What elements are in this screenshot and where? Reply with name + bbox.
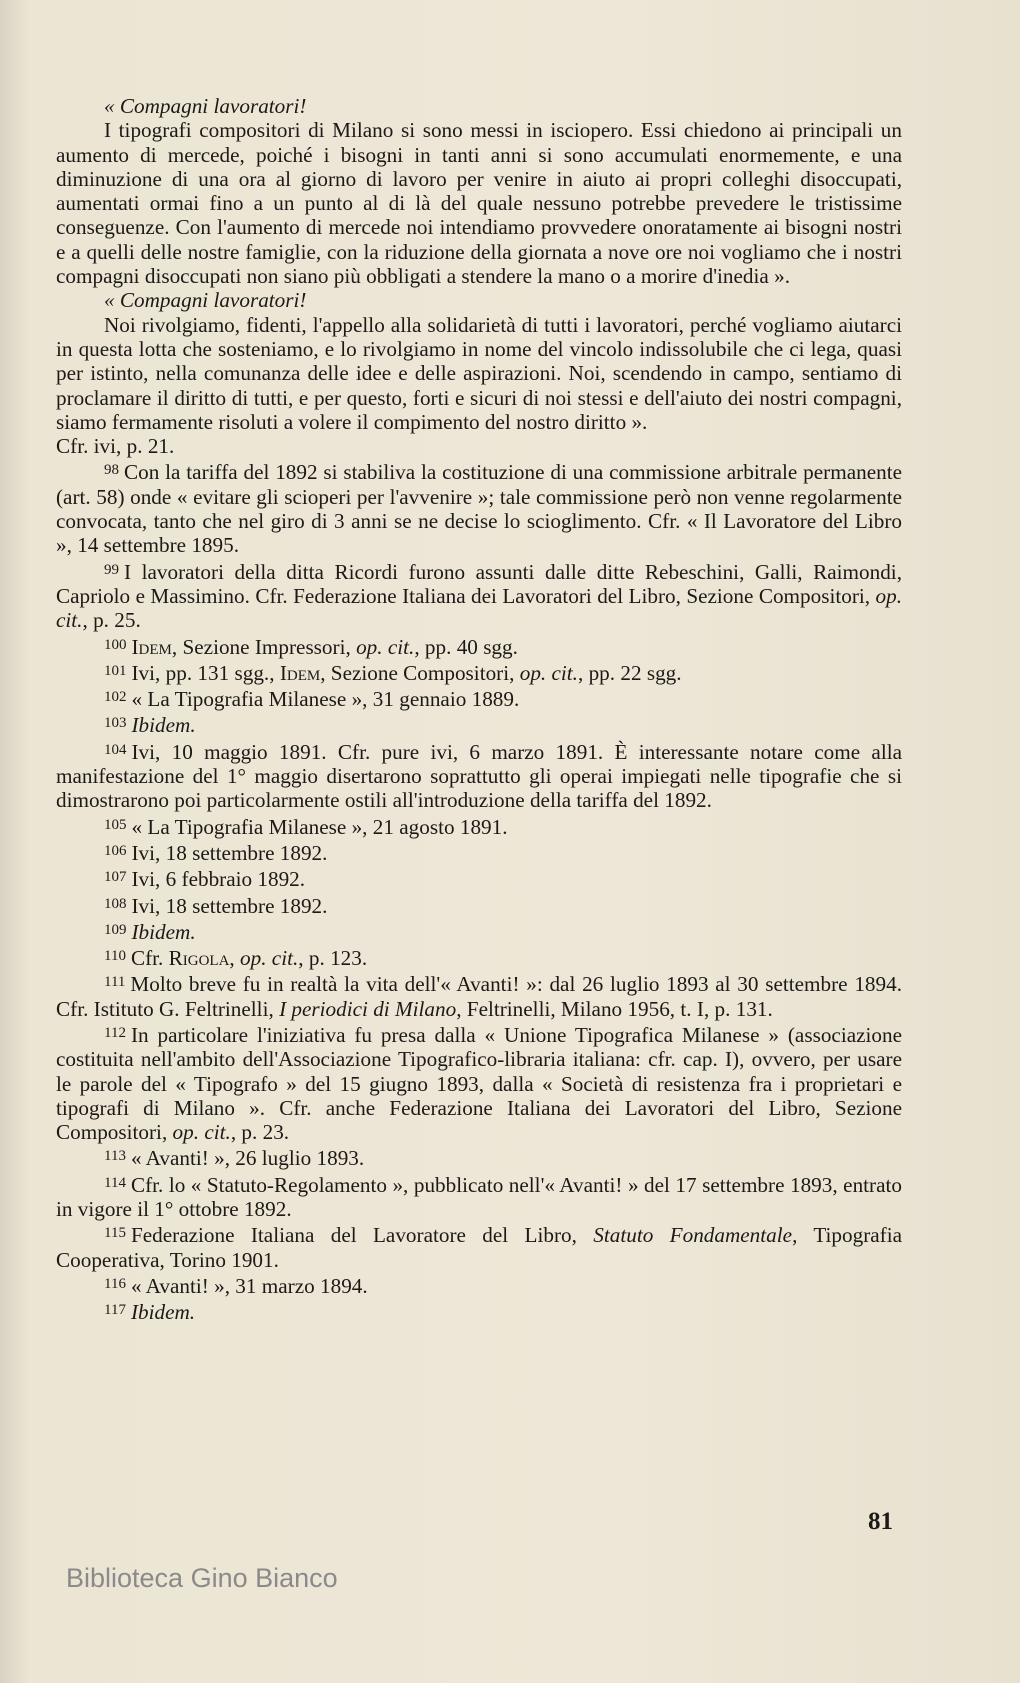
quote-citation: Cfr. ivi, p. 21.	[56, 434, 175, 459]
footnote-108: $^{108}$ Ivi, 18 settembre 1892.	[104, 893, 328, 918]
quote-heading: « Compagni lavoratori!	[104, 288, 307, 313]
footnote-107: $^{107}$ Ivi, 6 febbraio 1892.	[104, 867, 306, 892]
footnote-117: $^{117}$ Ibidem.	[104, 1300, 196, 1325]
footnote-99: $^{99}$ I lavoratori della ditta Ricordi furono assunti dalle ditte Rebeschini, Galli, Raimondi, Capriolo e Massimino. Cfr. Federazione Italiana dei Lavoratori del Libro, Sezione Compositori, op. cit., p. 25.	[56, 559, 902, 633]
footnote-113: $^{113}$ « Avanti! », 26 luglio 1893.	[104, 1146, 365, 1171]
footnote-101: $^{101}$ Ivi, pp. 131 sgg., Idem, Sezione Compositori, op. cit., pp. 22 sgg.	[104, 660, 682, 685]
quote-heading: « Compagni lavoratori!	[104, 94, 307, 118]
library-watermark: Biblioteca Gino Bianco	[66, 1563, 338, 1593]
footnote-114: $^{114}$ Cfr. lo « Statuto-Regolamento », pubblicato nell'« Avanti! » del 17 settembre 1893, entrato in vigore il 1° ottobre 1892.	[56, 1172, 902, 1222]
footnote-98: $^{98}$ Con la tariffa del 1892 si stabiliva la costituzione di una commissione arbitrale permanente (art. 58) onde « evitare gli scioperi per l'avvenire »; tale commissione però non venne regolarmente convocata, tanto che nel giro di 3 anni se ne decise lo scioglimento. Cfr. « Il Lavoratore del Libro », 14 settembre 1895.	[56, 460, 902, 558]
footnote-111: $^{111}$ Molto breve fu in realtà la vita dell'« Avanti! »: dal 26 luglio 1893 al 30 settembre 1894. Cfr. Istituto G. Feltrinelli, I periodici di Milano, Feltrinelli, Milano 1956, t. I, p. 131.	[56, 972, 902, 1021]
quote-paragraph: Noi rivolgiamo, fidenti, l'appello alla solidarietà di tutti i lavoratori, perché vogliamo aiutarci in questa lotta che sosteniamo, e lo rivolgiamo in nome del vincolo indissolubile che ci lega, quasi per istinto, nella comunanza delle idee e delle aspirazioni. Noi, scendendo in campo, sentiamo di proclamare il diritto di tutti, e per questo, forti e sicuri di noi stessi e dell'aiuto dei nostri compagni, siamo fermamente risoluti a volere il compimento del nostro diritto ».	[56, 312, 902, 434]
footnote-106: $^{106}$ Ivi, 18 settembre 1892.	[104, 840, 328, 865]
footnote-103: $^{103}$ Ibidem.	[104, 713, 196, 738]
footnote-109: $^{109}$ Ibidem.	[104, 919, 196, 944]
page-body	[56, 94, 902, 1325]
footnote-110: $^{110}$ Cfr. Rigola, op. cit., p. 123.	[104, 946, 368, 971]
footnote-104: $^{104}$ Ivi, 10 maggio 1891. Cfr. pure ivi, 6 marzo 1891. È interessante notare come alla manifestazione del 1° maggio disertarono soprattutto gli operai impiegati nelle tipografie che si dimostrarono poi particolarmente ostili all'introduzione della tariffa del 1892.	[56, 739, 902, 813]
footnote-105: $^{105}$ « La Tipografia Milanese », 21 agosto 1891.	[104, 814, 508, 839]
footnote-112: $^{112}$ In particolare l'iniziativa fu presa dalla « Unione Tipografica Milanese » (associazione costituita nell'ambito dell'Associazione Tipografico-libraria italiana: cfr. cap. I), ovvero, per usare le parole del « Tipografo » del 15 giugno 1893, dalla « Società di resistenza fra i proprietari e tipografi di Milano ». Cfr. anche Federazione Italiana dei Lavoratori del Libro, Sezione Compositori, op. cit., p. 23.	[56, 1022, 902, 1145]
quote-paragraph: I tipografi compositori di Milano si sono messi in isciopero. Essi chiedono ai principali un aumento di mercede, poiché i bisogni in tanti anni si sono accumulati enormemente, e una diminuzione di una ora al giorno di lavoro per venire in aiuto ai propri colleghi disoccupati, aumentati ormai fino a un punto al di là del quale nessuno potrebbe prevedere le tristissime conseguenze. Con l'aumento di mercede noi intendiamo provvedere onoratamente ai bisogni nostri e a quelli delle nostre famiglie, con la riduzione della giornata a nove ore noi vogliamo che i nostri compagni disoccupati non siano più obbligati a stendere la mano o a morire d'inedia ».	[56, 118, 902, 289]
footnote-116: $^{116}$ « Avanti! », 31 marzo 1894.	[104, 1273, 368, 1298]
footnote-102: $^{102}$ « La Tipografia Milanese », 31 gennaio 1889.	[104, 687, 520, 712]
page-number: 81	[868, 1508, 893, 1535]
footnote-115: $^{115}$ Federazione Italiana del Lavoratore del Libro, Statuto Fondamentale, Tipografia Cooperativa, Torino 1901.	[56, 1223, 903, 1272]
footnote-100: $^{100}$ Idem, Sezione Impressori, op. cit., pp. 40 sgg.	[104, 634, 518, 659]
